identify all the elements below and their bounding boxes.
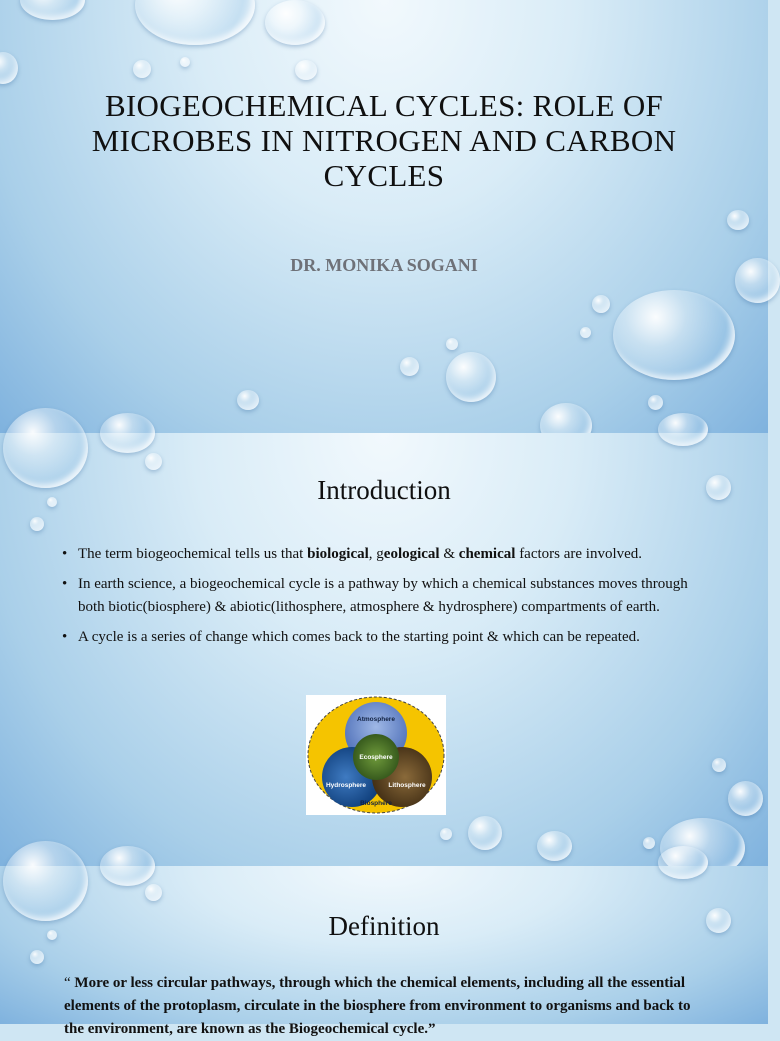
- bold-term: chemical: [458, 546, 516, 562]
- water-drop: [658, 413, 708, 446]
- water-drop: [133, 60, 151, 78]
- list-item: • In earth science, a biogeochemical cycle is a pathway by which a chemical substances moves through both biotic(biosphere) & abiotic(lithosphere, atmosphere & hydrosphere) compartments of earth.: [60, 573, 705, 619]
- water-drop: [592, 295, 610, 313]
- slide-heading: Definition: [328, 911, 440, 941]
- water-drop: [468, 816, 502, 850]
- water-drop: [648, 395, 663, 410]
- bold-term: eological: [383, 546, 440, 562]
- bullet-text: , g: [368, 546, 384, 562]
- presentation-title: BIOGEOCHEMICAL CYCLES: ROLE OF MICROBES IN NITROGEN AND CARBON CYCLES: [91, 88, 677, 193]
- water-drop: [706, 908, 731, 933]
- definition-slide: [0, 866, 768, 1037]
- lithosphere-label: Lithosphere: [388, 782, 426, 789]
- slide-heading: Introduction: [317, 475, 451, 505]
- water-drop: [706, 475, 731, 500]
- introduction-slide: [0, 433, 768, 866]
- biogeochemical-diagram: [306, 695, 446, 815]
- water-drop: [47, 930, 57, 940]
- water-drop: [237, 390, 259, 410]
- water-drop: [400, 357, 419, 376]
- water-drop: [440, 828, 452, 840]
- water-drop: [47, 497, 57, 507]
- ecosphere-label: Ecosphere: [359, 754, 393, 761]
- hydrosphere-label: Hydrosphere: [325, 782, 367, 789]
- water-drop: [728, 781, 763, 816]
- water-drop: [3, 841, 88, 921]
- water-drop: [30, 950, 44, 964]
- water-drop: [0, 52, 18, 84]
- list-item: [60, 543, 705, 566]
- atmosphere-label: Atmosphere: [357, 716, 395, 723]
- water-drop: [145, 884, 162, 901]
- bold-term: biological: [307, 546, 369, 562]
- definition-body: More or less circular pathways, through which the chemical elements, including all the essential elements of the protoplasm, circulate in the biosphere from environment to organisms and back to the environment, are known as the Biogeochemical cycle.”: [64, 975, 691, 1037]
- water-drop: [145, 453, 162, 470]
- water-drop: [537, 831, 572, 861]
- water-drop: [446, 352, 496, 402]
- bullet-text: factors are involved.: [515, 546, 643, 562]
- spheres-venn-diagram: [306, 695, 446, 815]
- water-drop: [100, 413, 155, 453]
- water-drop: [20, 0, 85, 20]
- water-drop: [295, 60, 317, 80]
- quote-mark: “: [64, 975, 75, 991]
- water-drop: [446, 338, 458, 350]
- biosphere-label: Biosphere: [360, 800, 392, 807]
- water-drop: [727, 210, 749, 230]
- water-drop: [100, 846, 155, 886]
- water-drop: [712, 758, 726, 772]
- title-slide: [0, 0, 768, 433]
- bullet-text: &: [439, 546, 459, 562]
- water-drop: [30, 517, 44, 531]
- water-drop: [643, 837, 655, 849]
- water-drop: [265, 0, 325, 45]
- water-drop: [613, 290, 735, 380]
- bullet-text: The term biogeochemical tells us that: [78, 546, 308, 562]
- definition-text: [64, 972, 704, 1041]
- water-drop: [180, 57, 190, 67]
- water-drop: [580, 327, 591, 338]
- list-item: • A cycle is a series of change which comes back to the starting point & which can be repeated.: [60, 626, 705, 649]
- water-drop: [658, 846, 708, 879]
- author-name: DR. MONIKA SOGANI: [290, 255, 478, 275]
- bullet-list: [60, 543, 705, 656]
- water-drop: [135, 0, 255, 45]
